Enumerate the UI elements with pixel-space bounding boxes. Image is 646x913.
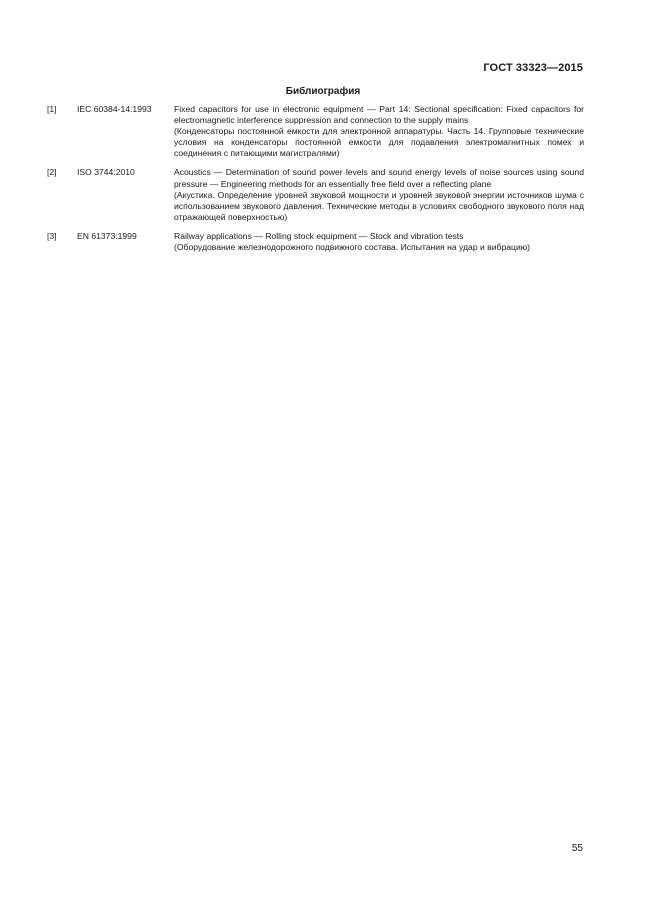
entry-number: [3] bbox=[47, 230, 57, 241]
entry-title-english: Fixed capacitors for use in electronic equipment — Part 14: Sectional specification: Fixed capacitors for electromagnetic interference suppression and connection to the supply mains bbox=[174, 104, 584, 126]
bibliography-entry bbox=[47, 104, 584, 159]
entry-description bbox=[174, 231, 584, 253]
entry-description bbox=[174, 167, 584, 222]
entry-title-russian: (Оборудование железнодорожного подвижного состава. Испытания на удар и вибрацию) bbox=[174, 242, 531, 253]
document-code: ГОСТ 33323—2015 bbox=[483, 62, 583, 74]
entry-title-russian: (Акустика. Определение уровней звуковой мощности и уровней звуковой энергии источников шума с использованием звукового давления. Технические методы в условиях свободного звукового поля над отражающей поверхностью) bbox=[174, 189, 584, 222]
entry-description bbox=[174, 104, 584, 159]
entry-title-english: Railway applications — Rolling stock equipment — Stock and vibration tests bbox=[174, 230, 464, 241]
bibliography-entry bbox=[47, 167, 584, 222]
entry-title-russian: (Конденсаторы постоянной емкости для электронной аппаратуры. Часть 14. Групповые технические условия на конденсаторы постоянной емкости для подавления электромагнитных помех и соединения с питающими магистралями) bbox=[174, 126, 584, 159]
entry-title-english: Acoustics — Determination of sound power levels and sound energy levels of noise sources using sound pressure — Engineering methods for an essentially free field over a reflecting plane bbox=[174, 167, 584, 189]
section-title: Библиография bbox=[285, 86, 361, 97]
entry-standard: IEC 60384-14:1993 bbox=[77, 104, 152, 114]
bibliography-list bbox=[47, 104, 584, 261]
bibliography-entry bbox=[47, 231, 584, 253]
page-number: 55 bbox=[571, 843, 583, 854]
entry-standard: EN 61373:1999 bbox=[77, 230, 137, 241]
entry-number: [1] bbox=[47, 104, 57, 114]
entry-number: [2] bbox=[47, 167, 57, 178]
entry-standard: ISO 3744:2010 bbox=[77, 167, 135, 178]
